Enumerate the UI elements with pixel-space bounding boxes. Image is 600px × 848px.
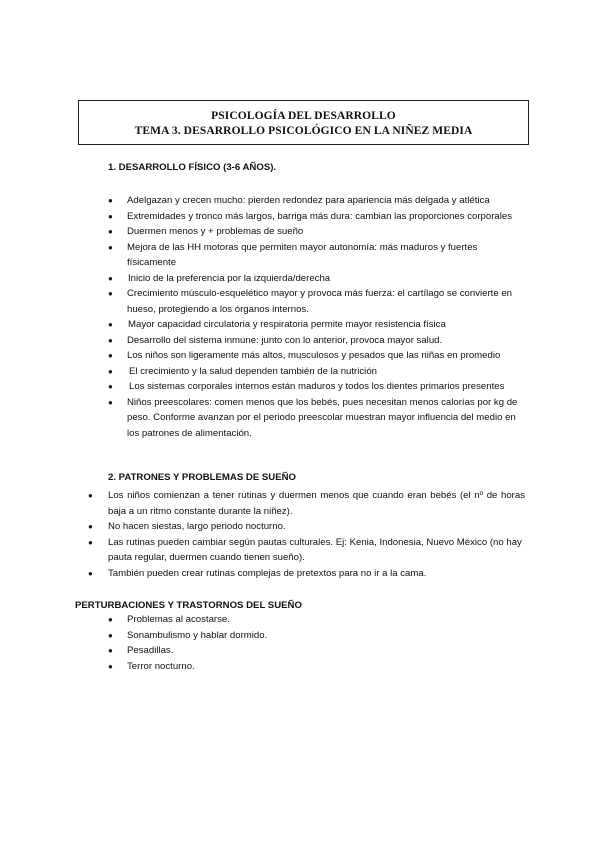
list-item: ● Niños preescolares: comen menos que los bebés, pues necesitan menos calorías por kg de peso. Conforme avanzan por el periodo preescolar muestran mayor influencia del medio en los patrones de alimentación. bbox=[108, 396, 518, 439]
bullet-icon: ● bbox=[108, 320, 113, 329]
bullet-icon: ● bbox=[108, 211, 113, 221]
bullet-icon: ● bbox=[108, 615, 113, 624]
bullet-icon: ● bbox=[108, 196, 113, 205]
list-item: ● Duermen menos y + problemas de sueño bbox=[108, 224, 523, 240]
list-item: ● Terror nocturno. bbox=[108, 659, 508, 675]
list-item: ● Pesadillas. bbox=[108, 643, 508, 659]
list-item: ● Problemas al acostarse. bbox=[108, 612, 508, 628]
section-heading: PERTURBACIONES Y TRASTORNOS DEL SUEÑO bbox=[75, 600, 302, 611]
bullet-icon: ● bbox=[88, 568, 93, 578]
list-item: ● Desarrollo del sistema inmune: junto con lo anterior, provoca mayor salud. bbox=[108, 333, 523, 349]
list-item: ● Mejora de las HH motoras que permiten mayor autonomía: más maduros y fuertes físicamente bbox=[108, 241, 478, 268]
bullet-icon: ● bbox=[108, 335, 113, 345]
section-heading: 2. PATRONES Y PROBLEMAS DE SUEÑO bbox=[108, 472, 296, 483]
physical-development-list bbox=[108, 193, 523, 441]
bullet-icon: ● bbox=[108, 289, 113, 298]
sleep-patterns-list bbox=[88, 488, 525, 581]
sleep-disorders-list bbox=[108, 612, 508, 674]
bullet-icon: ● bbox=[108, 366, 113, 376]
list-item: ● Los niños son ligeramente más altos, musculosos y pesados que las niñas en promedio bbox=[108, 348, 523, 364]
bullet-icon: ● bbox=[108, 273, 113, 283]
list-item: ● Adelgazan y crecen mucho: pierden redondez para apariencia más delgada y atlética bbox=[108, 193, 523, 209]
list-item: ● Sonambulismo y hablar dormido. bbox=[108, 628, 508, 644]
list-item: ● El crecimiento y la salud dependen también de la nutrición bbox=[108, 364, 523, 380]
bullet-icon: ● bbox=[108, 646, 113, 655]
list-item: ● Las rutinas pueden cambiar según pautas culturales. Ej: Kenia, Indonesia, Nuevo México (no hay pauta regular, duermen cuando tienen sueño). bbox=[88, 536, 522, 563]
bullet-icon: ● bbox=[108, 630, 113, 640]
list-item: ● No hacen siestas, largo periodo nocturno. bbox=[88, 519, 525, 535]
list-item: ● Inicio de la preferencia por la izquierda/derecha bbox=[108, 271, 523, 287]
document-title-box bbox=[78, 100, 529, 145]
bullet-icon: ● bbox=[108, 382, 113, 391]
list-item: ● Los niños comienzan a tener rutinas y duermen menos que cuando eran bebés (el nº de horas baja a un ritmo constante durante la niñez). bbox=[88, 490, 525, 517]
course-title: PSICOLOGÍA DEL DESARROLLO bbox=[211, 110, 396, 122]
list-item: ● Mayor capacidad circulatoria y respiratoria permite mayor resistencia física bbox=[108, 317, 523, 333]
list-item: ● Los sistemas corporales internos están maduros y todos los dientes primarios presentes bbox=[108, 379, 523, 395]
list-item: ● Crecimiento músculo-esquelético mayor y provoca más fuerza: el cartílago se convierte en hueso, protegiendo a los órganos internos. bbox=[108, 288, 512, 315]
list-item: ● También pueden crear rutinas complejas de pretextos para no ir a la cama. bbox=[88, 566, 525, 582]
section-sleep-patterns bbox=[108, 470, 528, 486]
bullet-icon: ● bbox=[108, 351, 113, 360]
section-heading: 1. DESARROLLO FÍSICO (3-6 AÑOS). bbox=[108, 162, 277, 173]
bullet-icon: ● bbox=[108, 242, 113, 252]
bullet-icon: ● bbox=[108, 397, 113, 407]
bullet-icon: ● bbox=[88, 522, 93, 531]
section-physical-development bbox=[108, 160, 528, 176]
list-item: ● Extremidades y tronco más largos, barriga más dura: cambian las proporciones corporales bbox=[108, 209, 523, 225]
bullet-icon: ● bbox=[88, 537, 93, 547]
bullet-icon: ● bbox=[88, 491, 93, 500]
bullet-icon: ● bbox=[108, 661, 113, 671]
bullet-icon: ● bbox=[108, 227, 113, 236]
topic-title: TEMA 3. DESARROLLO PSICOLÓGICO EN LA NIÑEZ MEDIA bbox=[134, 125, 473, 137]
